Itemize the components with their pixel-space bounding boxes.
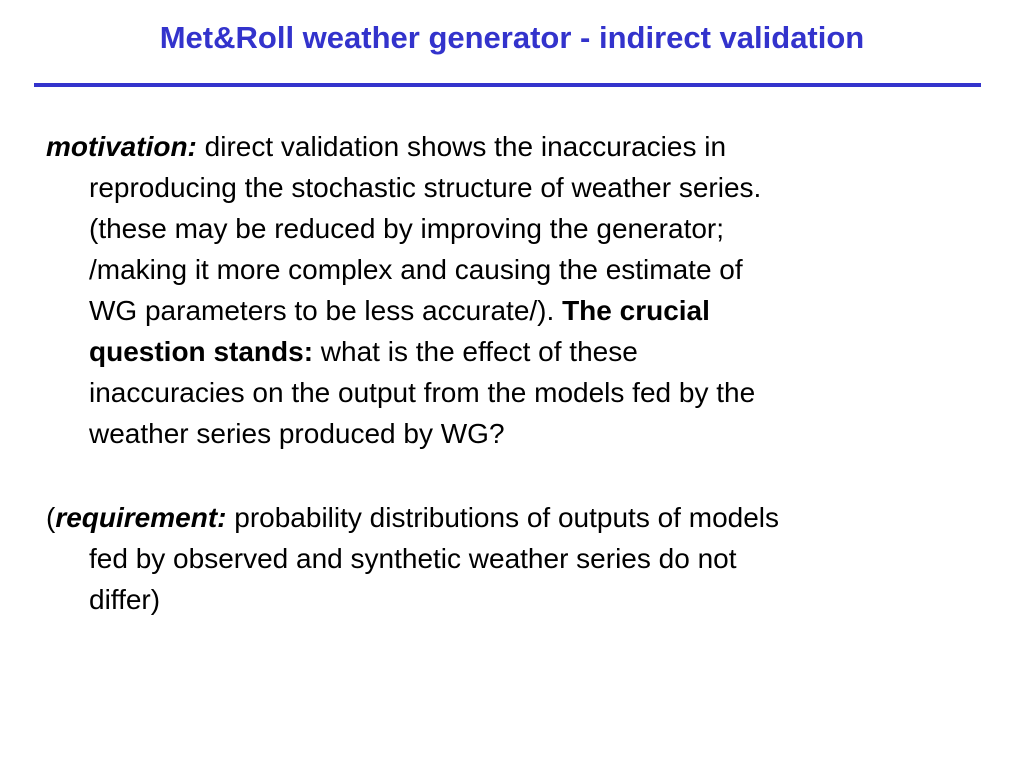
crucial-question-text: question stands: xyxy=(89,336,314,367)
requirement-paragraph xyxy=(46,497,951,620)
paragraph-text: WG parameters to be less accurate/). xyxy=(89,295,563,326)
requirement-label: requirement: xyxy=(55,502,227,533)
requirement-text: probability distributions of outputs of models xyxy=(226,502,780,533)
open-paren: ( xyxy=(46,502,56,533)
paragraph-line xyxy=(89,331,951,372)
paragraph-line: differ) xyxy=(89,584,161,615)
motivation-label: motivation: xyxy=(46,131,197,162)
title-underline xyxy=(34,83,981,87)
paragraph-line: reproducing the stochastic structure of weather series. xyxy=(89,172,762,203)
paragraph-line xyxy=(46,497,951,538)
paragraph-line: weather series produced by WG? xyxy=(89,418,505,449)
paragraph-text: what is the effect of these xyxy=(313,336,638,367)
paragraph-line: inaccuracies on the output from the models fed by the xyxy=(89,377,756,408)
motivation-text: direct validation shows the inaccuracies in xyxy=(196,131,727,162)
paragraph-line: (these may be reduced by improving the generator; xyxy=(89,213,725,244)
slide-title: Met&Roll weather generator - indirect validation xyxy=(159,20,865,55)
paragraph-line: fed by observed and synthetic weather series do not xyxy=(89,543,737,574)
paragraph-line xyxy=(46,126,951,167)
paragraph-line xyxy=(89,290,951,331)
paragraph-line: /making it more complex and causing the estimate of xyxy=(89,254,743,285)
crucial-question-text: The crucial xyxy=(562,295,710,326)
motivation-paragraph xyxy=(46,126,951,454)
